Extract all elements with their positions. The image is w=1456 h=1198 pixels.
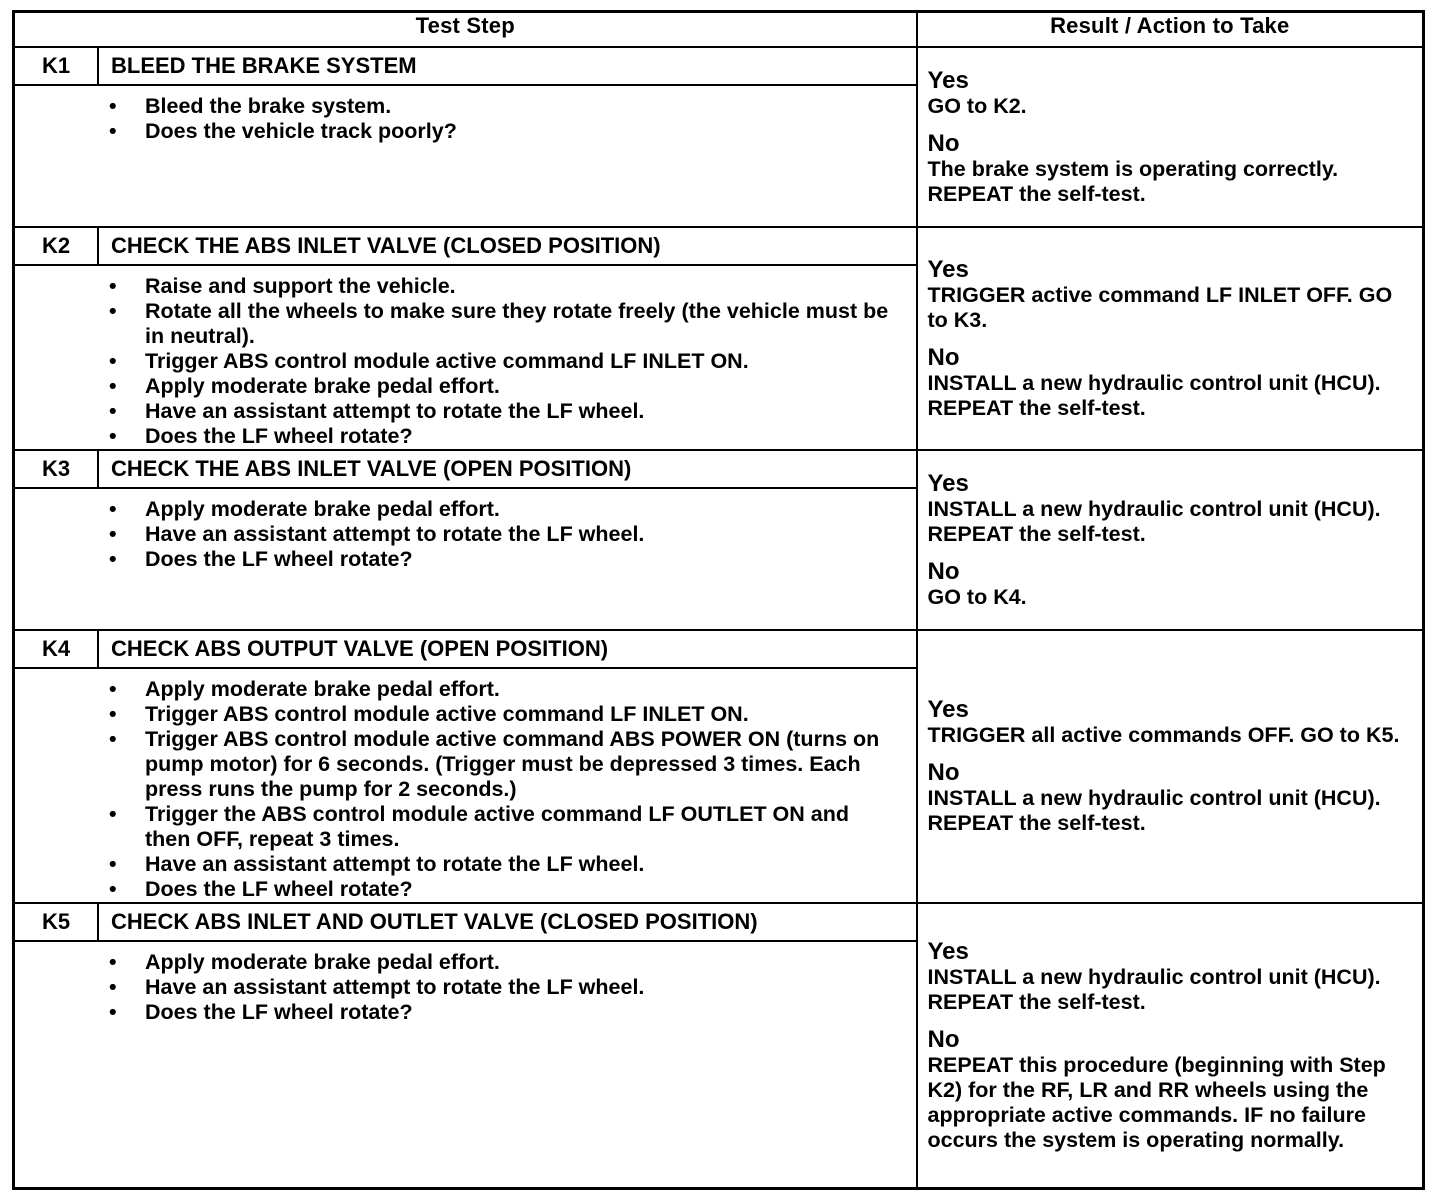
result-yes (928, 68, 1413, 119)
step-row-k2 (14, 227, 1424, 450)
step-header (15, 904, 916, 942)
result-yes (928, 257, 1413, 333)
action-question: • Does the LF wheel rotate? (107, 877, 896, 902)
action-item: • Trigger ABS control module active command ABS POWER ON (turns on pump motor) for 6 seconds. (Trigger must be depressed 3 times. Each press runs the pump for 2 seconds.) (107, 727, 896, 802)
step-header (15, 228, 916, 266)
step-cell (14, 903, 917, 1189)
no-label: No (927, 129, 960, 157)
action-item: • Trigger the ABS control module active command LF OUTLET ON and then OFF, repeat 3 times. (107, 802, 896, 852)
no-text: GO to (927, 584, 994, 609)
action-question: • Does the LF wheel rotate? (107, 424, 896, 449)
result-no (928, 131, 1413, 207)
yes-label: Yes (927, 937, 969, 965)
step-header (15, 451, 916, 489)
action-list (15, 942, 916, 1025)
step-cell (14, 450, 917, 630)
no-text: The brake system is operating correctly. REPEAT the self-test. (927, 156, 1339, 206)
action-list (15, 86, 916, 144)
step-id: K5 (15, 904, 99, 940)
no-step-ref: K4 (993, 584, 1021, 609)
action-item: • Raise and support the vehicle. (107, 274, 896, 299)
yes-text: TRIGGER all active commands OFF. GO to (927, 723, 1366, 747)
result-cell (917, 227, 1424, 450)
step-header (15, 631, 916, 669)
header-test-step: Test Step (14, 12, 917, 48)
action-item: • Apply moderate brake pedal effort. (107, 497, 896, 522)
step-id: K1 (15, 48, 99, 84)
yes-step-ref: K2 (993, 93, 1021, 118)
yes-text: GO to (927, 93, 994, 118)
step-cell (14, 227, 917, 450)
action-question: • Does the LF wheel rotate? (107, 547, 896, 572)
step-row-k1 (14, 47, 1424, 227)
step-title: CHECK ABS OUTPUT VALVE (OPEN POSITION) (111, 636, 609, 661)
action-question: • Does the LF wheel rotate? (107, 1000, 896, 1025)
result-cell (917, 630, 1424, 903)
header-result-action: Result / Action to Take (917, 12, 1424, 48)
yes-step-ref: K5 (1365, 723, 1394, 747)
result-yes (928, 471, 1413, 547)
yes-step-ref: K3 (953, 307, 982, 332)
result-no (928, 760, 1413, 836)
step-row-k3 (14, 450, 1424, 630)
no-label: No (927, 759, 960, 786)
yes-label: Yes (927, 469, 969, 497)
result-yes (928, 697, 1413, 748)
result-cell (917, 903, 1424, 1189)
no-text: INSTALL a new hydraulic control unit (HCU). REPEAT the self-test. (927, 370, 1381, 420)
step-id: K4 (15, 631, 99, 667)
step-id: K2 (15, 228, 99, 264)
result-no (928, 559, 1413, 610)
no-label: No (927, 343, 960, 371)
no-text: REPEAT this procedure (beginning with Step K2) for the RF, LR and RR wheels using the appropriate active commands. IF no failure occurs the system is operating normally. (927, 1052, 1386, 1152)
no-text-end: . (1020, 584, 1027, 609)
result-cell (917, 450, 1424, 630)
no-text: INSTALL a new hydraulic control unit (HCU). REPEAT the self-test. (927, 786, 1381, 835)
step-title: CHECK THE ABS INLET VALVE (OPEN POSITION) (111, 456, 632, 481)
action-list (15, 669, 916, 902)
action-item: • Apply moderate brake pedal effort. (107, 374, 896, 399)
action-item: • Have an assistant attempt to rotate the LF wheel. (107, 399, 896, 424)
step-header (15, 48, 916, 86)
yes-text-end: . (981, 307, 988, 332)
action-item: • Have an assistant attempt to rotate the LF wheel. (107, 522, 896, 547)
yes-text: TRIGGER active command LF INLET OFF. GO to (927, 282, 1393, 332)
yes-text-end: . (1393, 723, 1400, 747)
yes-label: Yes (927, 696, 969, 723)
result-no (928, 345, 1413, 421)
result-no (928, 1027, 1413, 1153)
result-yes (928, 939, 1413, 1015)
step-row-k4 (14, 630, 1424, 903)
action-question: • Does the vehicle track poorly? (107, 119, 896, 144)
action-item: • Rotate all the wheels to make sure they rotate freely (the vehicle must be in neutral). (107, 299, 896, 349)
step-cell (14, 47, 917, 227)
no-label: No (927, 1025, 960, 1053)
step-title: BLEED THE BRAKE SYSTEM (111, 53, 417, 78)
diagnostic-table (12, 10, 1425, 1190)
action-item: • Bleed the brake system. (107, 94, 896, 119)
yes-label: Yes (927, 255, 969, 283)
no-label: No (927, 557, 960, 585)
action-list (15, 489, 916, 572)
action-item: • Trigger ABS control module active command LF INLET ON. (107, 702, 896, 727)
yes-text: INSTALL a new hydraulic control unit (HCU). REPEAT the self-test. (927, 496, 1381, 546)
header-row (14, 12, 1424, 48)
action-item: • Trigger ABS control module active command LF INLET ON. (107, 349, 896, 374)
step-id: K3 (15, 451, 99, 487)
action-item: • Have an assistant attempt to rotate the LF wheel. (107, 975, 896, 1000)
result-cell (917, 47, 1424, 227)
step-cell (14, 630, 917, 903)
step-title: CHECK THE ABS INLET VALVE (CLOSED POSITION) (111, 233, 661, 258)
yes-text-end: . (1020, 93, 1027, 118)
yes-label: Yes (927, 66, 969, 94)
action-list (15, 266, 916, 449)
yes-text: INSTALL a new hydraulic control unit (HCU). REPEAT the self-test. (927, 964, 1381, 1014)
action-item: • Have an assistant attempt to rotate the LF wheel. (107, 852, 896, 877)
action-item: • Apply moderate brake pedal effort. (107, 677, 896, 702)
step-row-k5 (14, 903, 1424, 1189)
action-item: • Apply moderate brake pedal effort. (107, 950, 896, 975)
step-title: CHECK ABS INLET AND OUTLET VALVE (CLOSED POSITION) (111, 909, 758, 934)
